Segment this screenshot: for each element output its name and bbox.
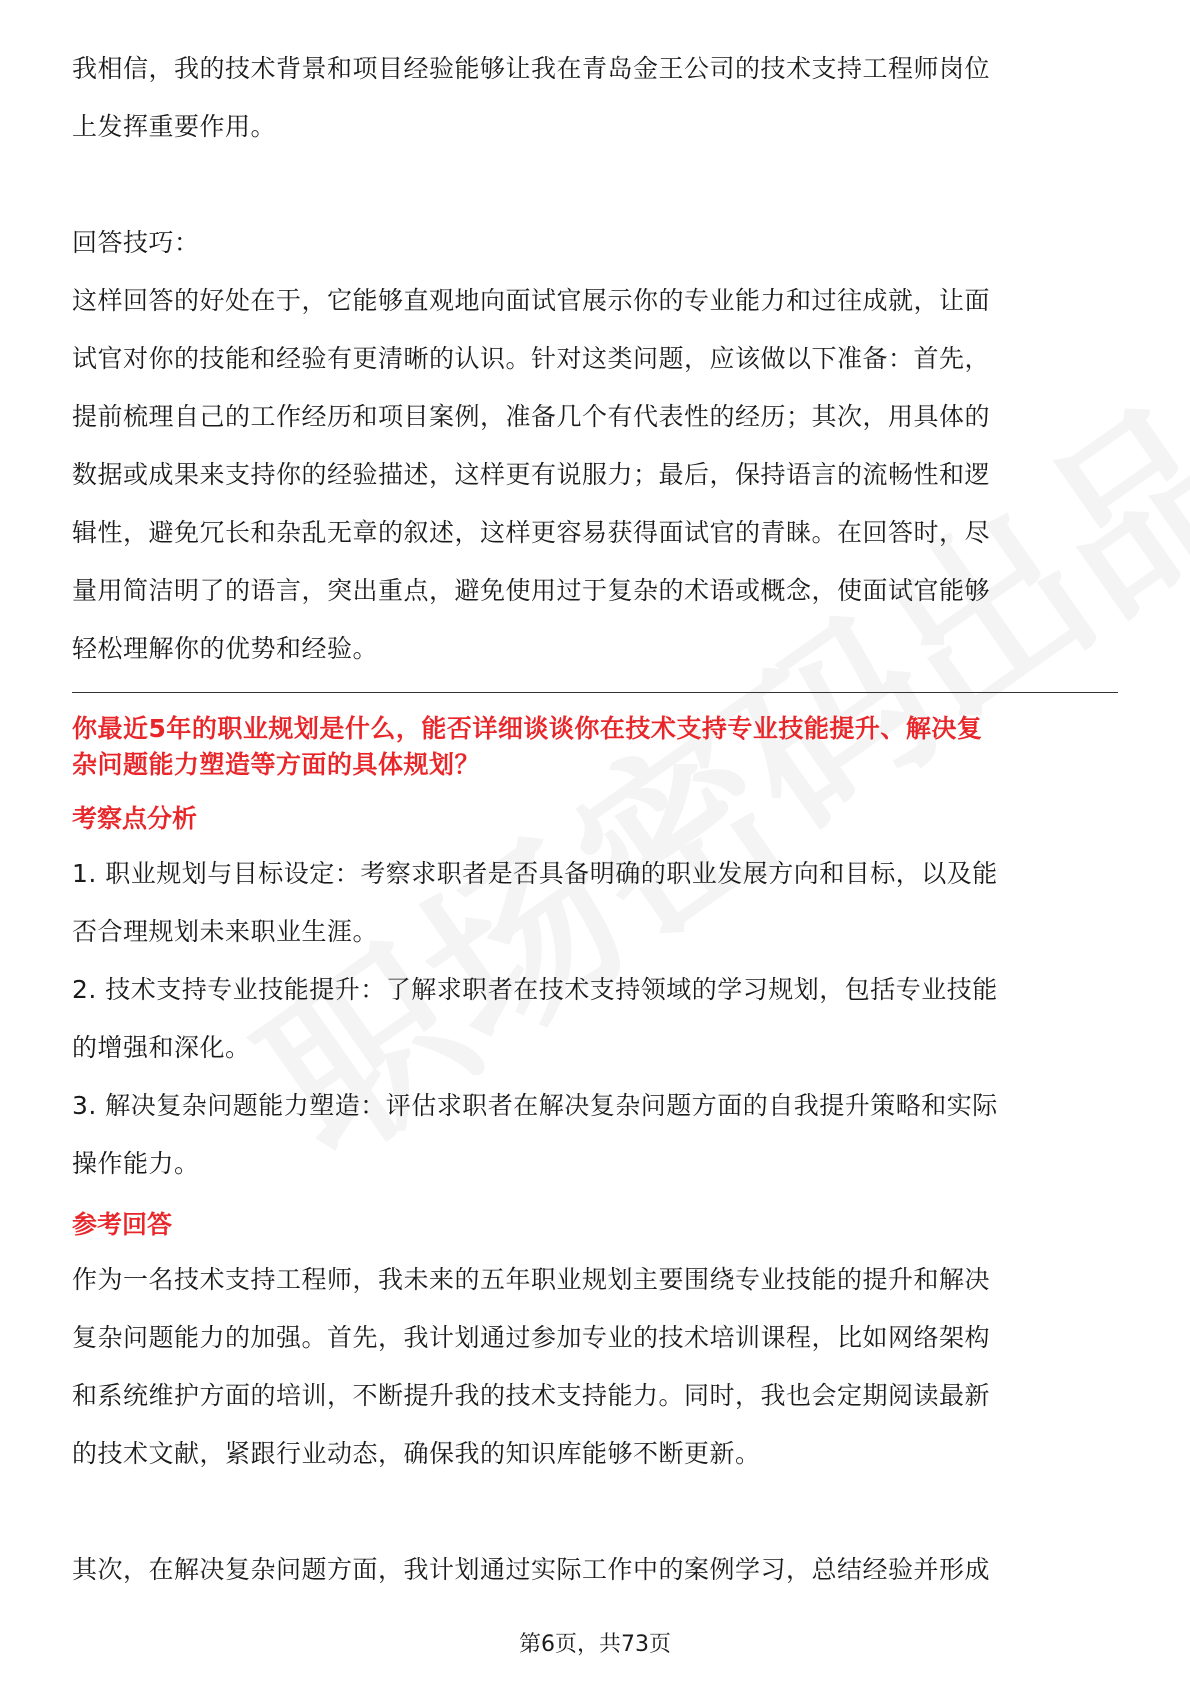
answer-line: 作为一名技术支持工程师，我未来的五年职业规划主要围绕专业技能的提升和解决 [72,1265,991,1294]
analysis-line: 2. 技术支持专业技能提升：了解求职者在技术支持领域的学习规划，包括专业技能 [72,975,998,1004]
tips-line: 轻松理解你的优势和经验。 [72,634,379,663]
answer-line: 复杂问题能力的加强。首先，我计划通过参加专业的技术培训课程，比如网络架构 [72,1323,991,1352]
tips-line: 这样回答的好处在于，它能够直观地向面试官展示你的专业能力和过往成就，让面 [72,286,991,315]
answer-heading: 参考回答 [72,1210,173,1239]
document-page [72,40,1118,1599]
analysis-heading: 考察点分析 [72,804,198,833]
tips-line: 辑性，避免冗长和杂乱无章的叙述，这样更容易获得面试官的青睐。在回答时，尽 [72,518,991,547]
intro-line: 我相信，我的技术背景和项目经验能够让我在青岛金王公司的技术支持工程师岗位 [72,54,991,83]
analysis-line: 1. 职业规划与目标设定：考察求职者是否具备明确的职业发展方向和目标，以及能 [72,859,998,888]
analysis-line: 操作能力。 [72,1149,200,1178]
analysis-line: 3. 解决复杂问题能力塑造：评估求职者在解决复杂问题方面的自我提升策略和实际 [72,1091,998,1120]
page-number: 第6页，共73页 [519,1632,671,1657]
tips-line: 量用简洁明了的语言，突出重点，避免使用过于复杂的术语或概念，使面试官能够 [72,576,991,605]
answer-line: 其次，在解决复杂问题方面，我计划通过实际工作中的案例学习，总结经验并形成 [72,1555,991,1584]
tips-line: 数据或成果来支持你的经验描述，这样更有说服力；最后，保持语言的流畅性和逻 [72,460,991,489]
answer-line: 的技术文献，紧跟行业动态，确保我的知识库能够不断更新。 [72,1439,761,1468]
question-line: 杂问题能力塑造等方面的具体规划？ [72,750,481,779]
interview-question [72,711,1118,783]
analysis-line: 的增强和深化。 [72,1033,251,1062]
tips-line: 试官对你的技能和经验有更清晰的认识。针对这类问题，应该做以下准备：首先， [72,344,991,373]
analysis-line: 否合理规划未来职业生涯。 [72,917,379,946]
question-line: 你最近5年的职业规划是什么，能否详细谈谈你在技术支持专业技能提升、解决复 [72,714,983,743]
tips-line: 提前梳理自己的工作经历和项目案例，准备几个有代表性的经历；其次，用具体的 [72,402,991,431]
answer-line: 和系统维护方面的培训，不断提升我的技术支持能力。同时，我也会定期阅读最新 [72,1381,991,1410]
section-divider [72,692,1118,693]
intro-line: 上发挥重要作用。 [72,112,277,141]
tips-label: 回答技巧： [72,228,200,257]
